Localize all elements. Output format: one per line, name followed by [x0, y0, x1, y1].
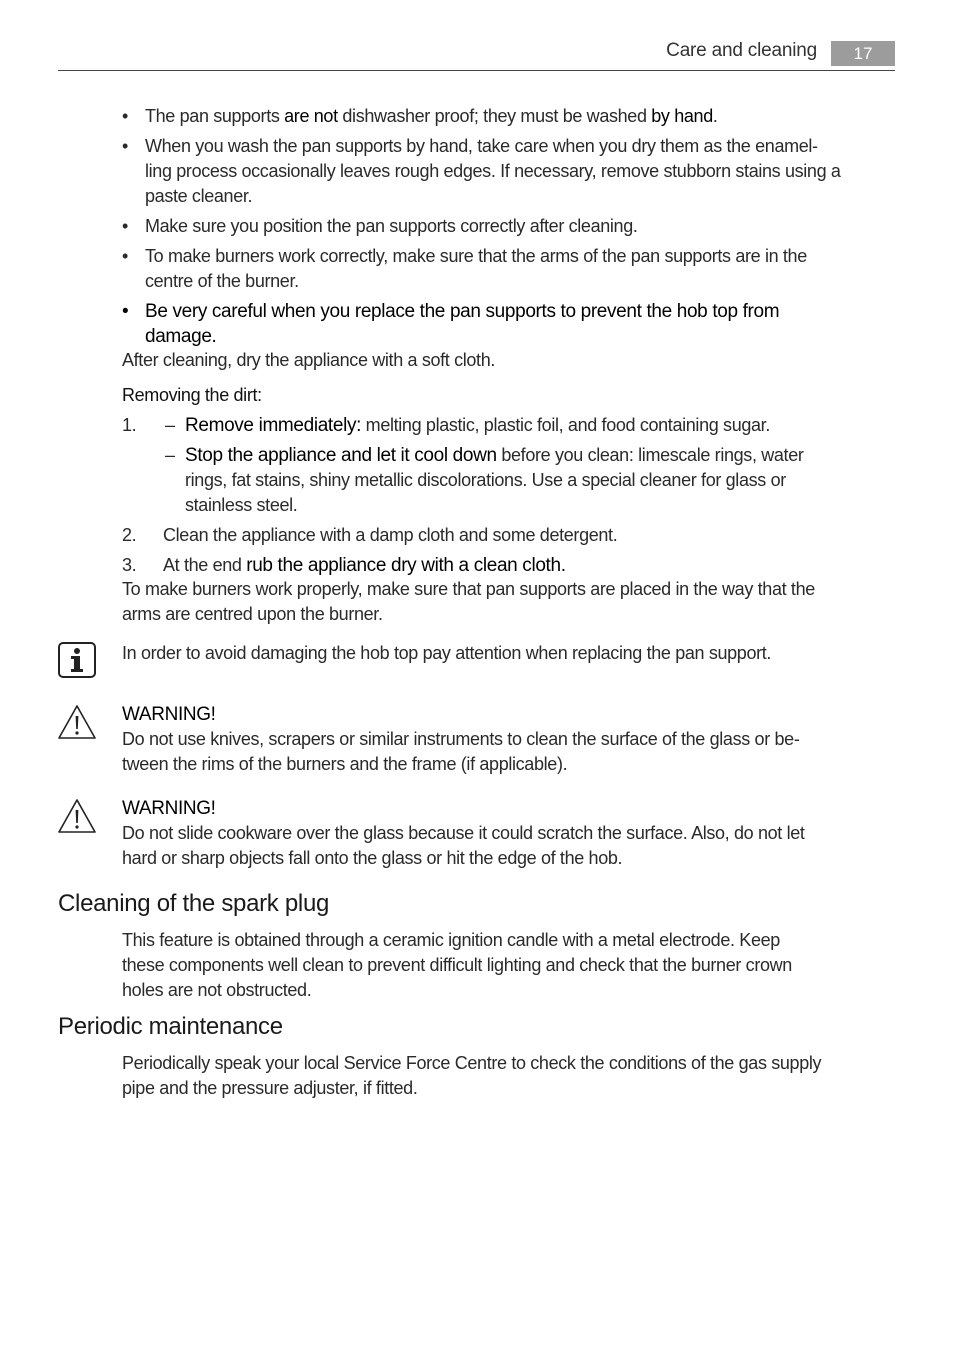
step-number: 2. — [122, 525, 137, 545]
bullet-text-emphasis: are not — [284, 106, 338, 126]
burners-note — [122, 577, 897, 627]
bullet-line: When you wash the pan supports by hand, take care when you dry them as the enamel- — [145, 136, 818, 156]
step-1-sub-1 — [185, 413, 897, 438]
list-item — [122, 134, 902, 209]
list-item — [122, 104, 902, 129]
step-emphasis: Remove immediately: — [185, 415, 362, 436]
header-divider — [58, 70, 895, 71]
bullet-dot: • — [122, 246, 128, 266]
info-note-text: In order to avoid damaging the hob top pay attention when replacing the pan support. — [122, 643, 772, 663]
step-text: At the end — [163, 555, 247, 575]
step-1 — [122, 413, 897, 438]
step-3 — [122, 553, 897, 578]
bullet-line: Make sure you position the pan supports correctly after cleaning. — [145, 216, 638, 236]
bullet-line: To make burners work correctly, make sure that the arms of the pan supports are in the — [145, 246, 807, 266]
bullet-text-part: dishwasher proof; they must be washed — [337, 106, 652, 126]
bullet-text-part: The pan supports — [145, 106, 285, 126]
warning-triangle-icon — [57, 798, 97, 839]
periodic-maintenance-text — [122, 1051, 897, 1101]
removing-dirt-label: Removing the dirt: — [122, 385, 262, 405]
list-item — [122, 214, 902, 239]
bullet-line: damage. — [145, 326, 217, 347]
step-number: 3. — [122, 555, 137, 575]
bullet-line: paste cleaner. — [145, 186, 253, 206]
note-line: To make burners work properly, make sure that pan supports are placed in the way that the — [122, 579, 815, 599]
warning-line: tween the rims of the burners and the frame (if applicable). — [122, 754, 568, 774]
warning-line: hard or sharp objects fall onto the glass or hit the edge of the hob. — [122, 848, 623, 868]
step-text: Clean the appliance with a damp cloth and some detergent. — [163, 525, 618, 545]
pan-support-bullet-list — [122, 104, 902, 354]
step-emphasis: Stop the appliance and let it cool down — [185, 445, 497, 466]
after-cleaning-text: After cleaning, dry the appliance with a soft cloth. — [122, 350, 496, 370]
list-item — [122, 299, 902, 349]
bullet-dot: • — [122, 106, 128, 126]
step-text: before you clean: limescale rings, water — [496, 445, 804, 465]
section-title: Care and cleaning — [666, 40, 817, 61]
paragraph-line: pipe and the pressure adjuster, if fitted. — [122, 1078, 418, 1098]
spark-plug-heading: Cleaning of the spark plug — [58, 890, 330, 917]
step-1-sub-2 — [122, 443, 897, 518]
paragraph-line: holes are not obstructed. — [122, 980, 312, 1000]
page-number: 17 — [831, 41, 895, 66]
step-number: 1. — [122, 415, 137, 435]
warning-line: Do not slide cookware over the glass because it could scratch the surface. Also, do not let — [122, 823, 805, 843]
dash-marker: – — [165, 415, 175, 435]
spark-plug-text — [122, 928, 897, 1003]
info-icon — [58, 642, 96, 683]
bullet-dot: • — [122, 136, 128, 156]
paragraph-line: these components well clean to prevent difficult lighting and check that the burner crown — [122, 955, 792, 975]
warning-block-2 — [122, 796, 897, 871]
dash-marker: – — [165, 445, 175, 465]
warning-title: WARNING! — [122, 798, 216, 819]
step-line — [185, 443, 897, 468]
bullet-dot: • — [122, 301, 129, 322]
step-line: rings, fat stains, shiny metallic discolorations. Use a special cleaner for glass or — [185, 470, 786, 490]
note-line: arms are centred upon the burner. — [122, 604, 383, 624]
list-item — [122, 244, 902, 294]
step-text: melting plastic, plastic foil, and food containing sugar. — [361, 415, 770, 435]
bullet-dot: • — [122, 216, 128, 236]
periodic-maintenance-heading: Periodic maintenance — [58, 1013, 283, 1040]
paragraph-line: Periodically speak your local Service Force Centre to check the conditions of the gas supply — [122, 1053, 822, 1073]
step-emphasis: rub the appliance dry with a clean cloth. — [246, 555, 566, 576]
bullet-line: ling process occasionally leaves rough edges. If necessary, remove stubborn stains using a — [145, 161, 841, 181]
step-2 — [122, 523, 897, 548]
warning-block-1 — [122, 702, 897, 777]
step-line — [163, 553, 897, 578]
bullet-text-part: . — [712, 106, 718, 126]
paragraph-line: This feature is obtained through a ceramic ignition candle with a metal electrode. Keep — [122, 930, 780, 950]
bullet-line: centre of the burner. — [145, 271, 299, 291]
step-line: stainless steel. — [185, 495, 298, 515]
warning-title: WARNING! — [122, 704, 216, 725]
bullet-text-emphasis: by hand — [651, 106, 713, 126]
warning-triangle-icon — [57, 704, 97, 745]
warning-line: Do not use knives, scrapers or similar instruments to clean the surface of the glass or be- — [122, 729, 800, 749]
bullet-line: Be very careful when you replace the pan supports to prevent the hob top from — [145, 301, 780, 322]
